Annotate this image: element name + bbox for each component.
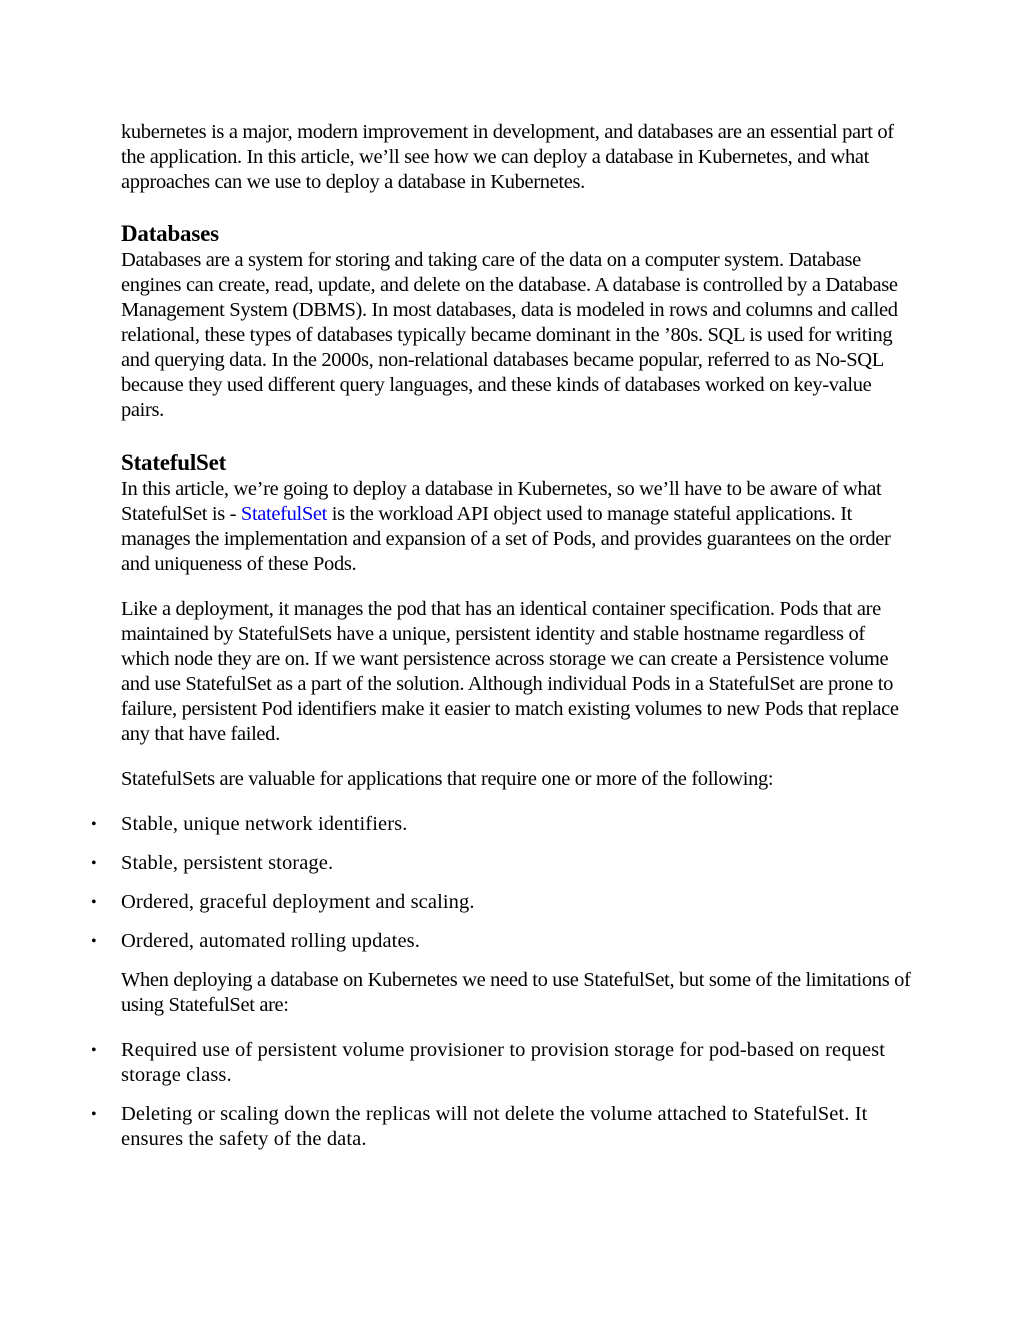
statefulset-link[interactable]: StatefulSet [240, 503, 327, 525]
list-item-text: Ordered, automated rolling updates. [121, 930, 420, 952]
list-item [91, 1102, 911, 1152]
list-item [91, 890, 911, 915]
list-item [91, 1038, 911, 1088]
bullet-icon: • [91, 1042, 97, 1059]
statefulset-requirements-intro: StatefulSets are valuable for applications that require one or more of the following: [121, 768, 774, 790]
bullet-icon: • [91, 933, 97, 950]
list-item-text: Deleting or scaling down the replicas will not delete the volume attached to StatefulSet. It ensures the safety of the data. [121, 1103, 868, 1150]
databases-paragraph: Databases are a system for storing and taking care of the data on a computer system. Database engines can create, read, update, and delete on the database. A database is controlled by a Database Management System (DBMS). In most databases, data is modeled in rows and columns and called relational, these types of databases typically became dominant in the ’80s. SQL is used for writing and querying data. In the 2000s, non-relational databases became popular, referred to as No-SQL because they used different query languages, and these kinds of databases worked on key-value pairs. [121, 249, 898, 421]
bullet-icon: • [91, 855, 97, 872]
bullet-icon: • [91, 1106, 97, 1123]
limitations-list [91, 1038, 911, 1152]
list-item-text: Required use of persistent volume provisioner to provision storage for pod-based on request storage class. [121, 1039, 886, 1086]
bullet-icon: • [91, 816, 97, 833]
bullet-icon: • [91, 894, 97, 911]
list-item-text: Stable, persistent storage. [121, 852, 334, 874]
list-item-text: Ordered, graceful deployment and scaling. [121, 891, 475, 913]
intro-paragraph: kubernetes is a major, modern improvement in development, and databases are an essential part of the application. In this article, we’ll see how we can deploy a database in Kubernetes, and what approaches can we use to deploy a database in Kubernetes. [121, 121, 894, 193]
statefulset-definition-paragraph [121, 477, 911, 577]
list-item [91, 929, 911, 954]
statefulset-definition-text-after: is the workload API object used to manage stateful applications. It manages the implementation and expansion of a set of Pods, and provides guarantees on the order and uniqueness of these Pods. [121, 503, 891, 575]
list-item [91, 812, 911, 837]
requirements-list [91, 812, 911, 954]
list-item [91, 851, 911, 876]
statefulset-deployment-paragraph: Like a deployment, it manages the pod that has an identical container specification. Pods that are maintained by StatefulSets have a unique, persistent identity and stable hostname regardless of which node they are on. If we want persistence across storage we can create a Persistence volume and use StatefulSet as a part of the solution. Although individual Pods in a StatefulSet are prone to failure, persistent Pod identifiers make it easier to match existing volumes to new Pods that replace any that have failed. [121, 598, 899, 745]
statefulset-heading: StatefulSet [121, 450, 227, 475]
databases-heading: Databases [121, 221, 219, 246]
statefulset-definition-text-before: In this article, we’re going to deploy a database in Kubernetes, so we’ll have to be aware of what StatefulSet is - [121, 478, 882, 525]
statefulset-limitations-intro: When deploying a database on Kubernetes we need to use StatefulSet, but some of the limitations of using StatefulSet are: [121, 969, 911, 1016]
list-item-text: Stable, unique network identifiers. [121, 813, 408, 835]
document-page [91, 120, 911, 1166]
